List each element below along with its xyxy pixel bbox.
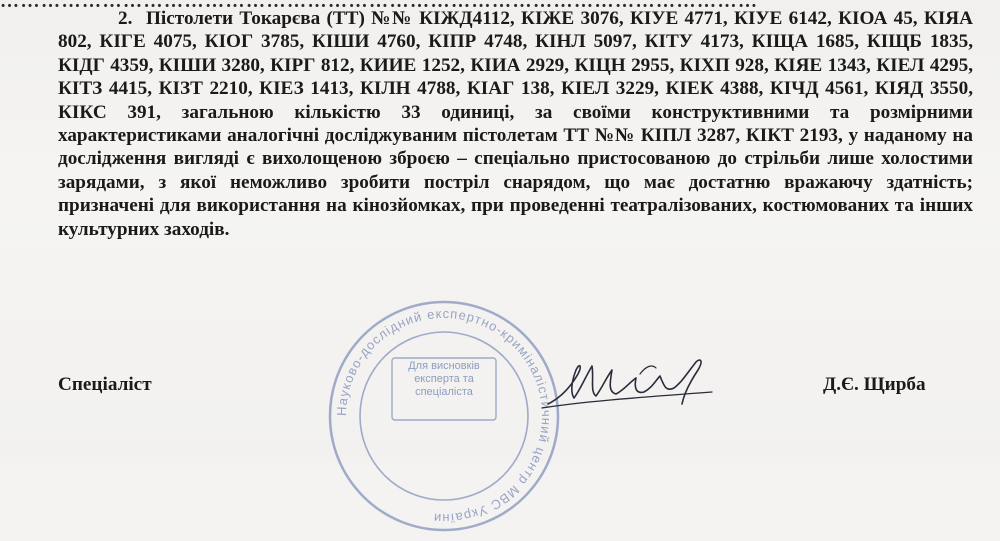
cut-off-top-line <box>0 0 1000 7</box>
handwritten-signature <box>540 348 715 418</box>
paragraph-text: Пістолети Токарєва (ТТ) №№ КІЖД4112, КІЖЕ 3076, КІУЕ 4771, КІУЕ 6142, КІОА 45, КІЯА 802, КІГЕ 4075, КІОГ 3785, КІШИ 4760, КІПР 4748, КІНЛ 5097, КІТУ 4173, КІЩА 1685, КІЩБ 1835, КІДГ 4359, КІШИ 3280, КІРГ 812, КИИЕ 1252, КІИА 2929, КІЦН 2955, КІХП 928, КІЯЕ 1343, КІЕЛ 4295, КІТЗ 4415, КІЗТ 2210, КІЕЗ 1413, КІЛН 4788, КІАГ 138, КІЕЛ 3229, КІЕК 4388, КІЧД 4561, КІЯД 3550, КІКС 391, загальною кількістю 33 одиниці, за своїми конструктивними та розмірними характеристиками аналогічні досліджуваним пістолетам ТТ №№ КІПЛ 3287, КІКТ 2193, у наданому на дослідження вигляді є вихолощеною зброєю – спеціально пристосованою до стрільби лише холостими зарядами, з якої неможливо зробити постріл снарядом, що має достатню вражаючу здатність; призначені для використання на кінозйомках, при проведенні театралізованих, костюмованих та інших культурних заходів. <box>58 8 973 240</box>
paragraph-item-2 <box>58 7 973 241</box>
stamp-outer-text: Науково-дослідний експертно-криміналістичний центр МВС України <box>333 305 555 527</box>
official-stamp <box>324 296 564 536</box>
stamp-inner-text: Для висновків експерта та спеціаліста <box>408 360 480 398</box>
item-number: 2. <box>118 8 133 29</box>
document-body <box>58 7 973 241</box>
signature-graphic <box>540 348 715 418</box>
stamp-graphic <box>324 296 564 536</box>
signer-name: Д.Є. Щирба <box>823 374 926 395</box>
signer-role: Спеціаліст <box>58 374 152 395</box>
